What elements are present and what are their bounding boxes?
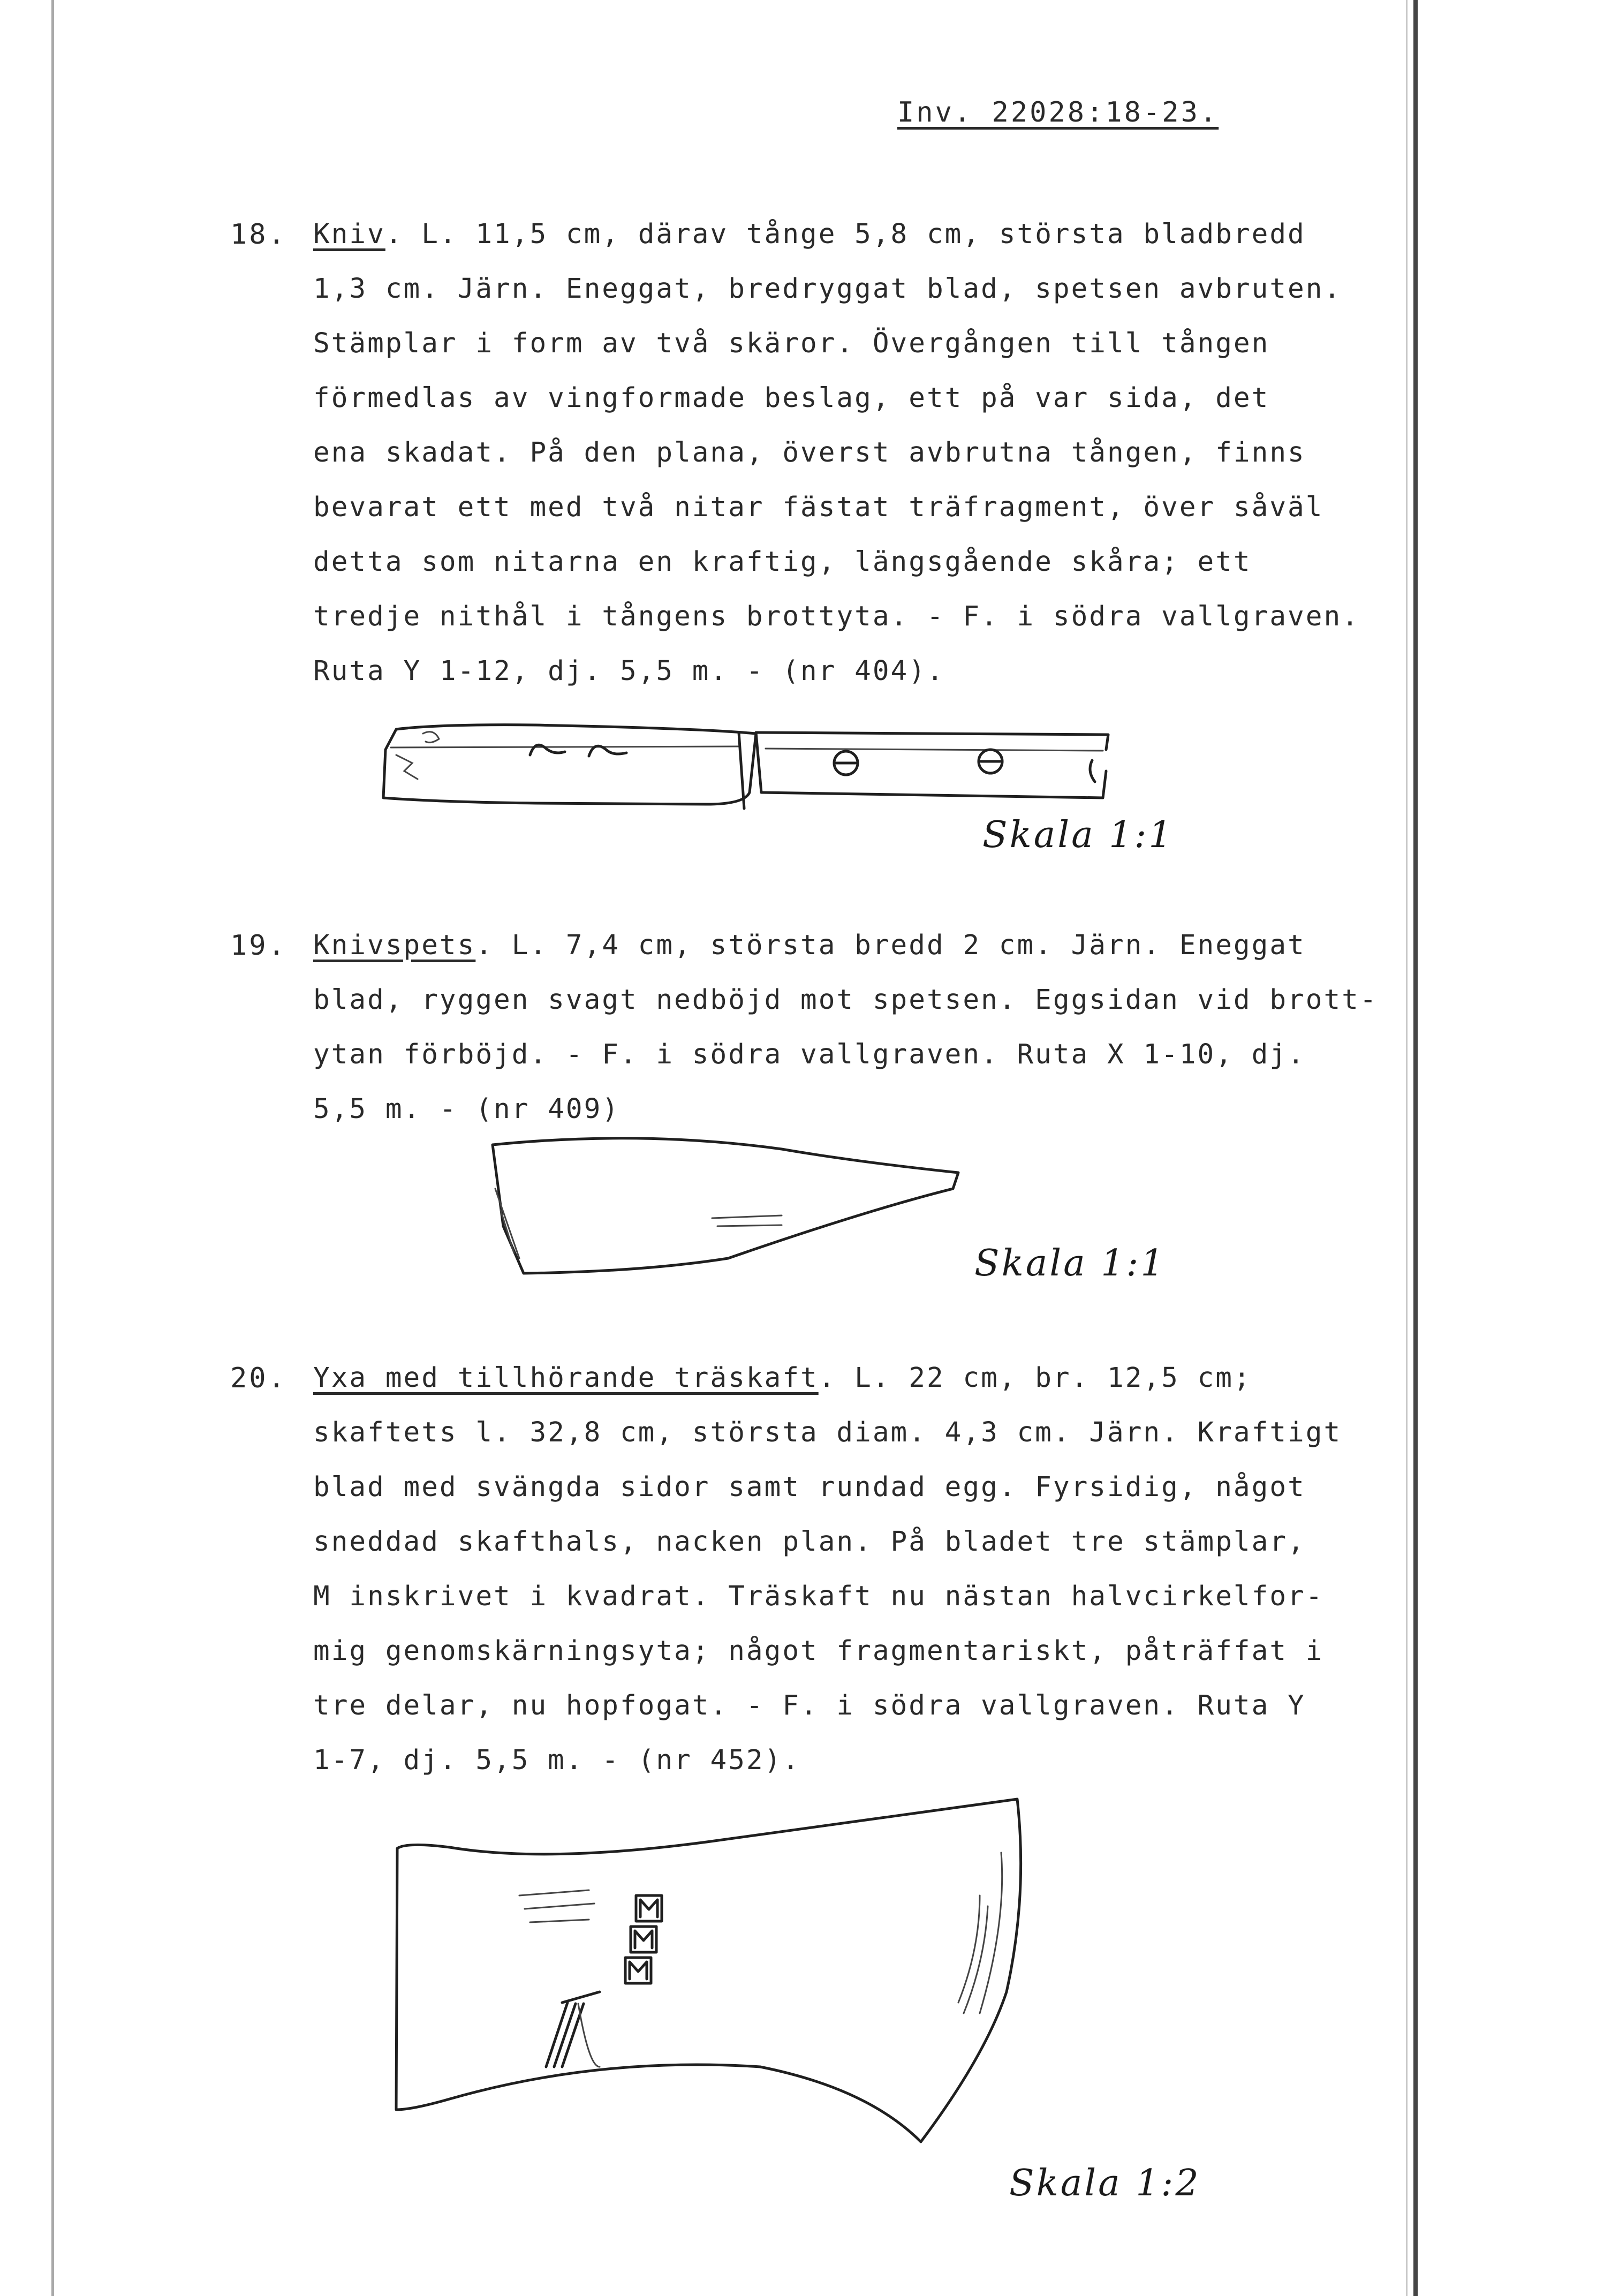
entry-line: tredje nithål i tångens brottyta. - F. i södra vallgraven. [313,601,1360,632]
entry-line: Knivspets. L. 7,4 cm, största bredd 2 cm. Järn. Eneggat [313,930,1306,961]
scale-label: Skala 1:2 [1009,2162,1201,2204]
entry-line: blad, ryggen svagt nedböjd mot spetsen. Eggsidan vid brott- [313,984,1378,1016]
entry-line: 5,5 m. - (nr 409) [313,1093,620,1125]
entry-line: ena skadat. På den plana, överst avbrutna tången, finns [313,437,1306,469]
entry-title: Knivspets [313,930,476,961]
knife-tip-drawing [482,1130,974,1285]
knife-drawing [375,712,1124,819]
entry-line: 1,3 cm. Järn. Eneggat, bredryggat blad, spetsen avbruten. [313,273,1342,305]
entry-line: bevarat ett med två nitar fästat träfragment, över såväl [313,492,1324,523]
entry-line: blad med svängda sidor samt rundad egg. Fyrsidig, något [313,1471,1306,1503]
scale-label: Skala 1:1 [982,814,1174,856]
entry-line: Stämplar i form av två skäror. Övergången till tången [313,328,1270,359]
entry-line: Kniv. L. 11,5 cm, därav tånge 5,8 cm, största bladbredd [313,218,1306,250]
entry-line: Yxa med tillhörande träskaft. L. 22 cm, br. 12,5 cm; [313,1362,1252,1394]
entry-number: 20. [230,1362,287,1394]
entry-line: M inskrivet i kvadrat. Träskaft nu nästan halvcirkelfor- [313,1581,1324,1612]
stamp-icon [625,1958,651,1983]
entry-line: förmedlas av vingformade beslag, ett på var sida, det [313,382,1270,414]
entry-line: tre delar, nu hopfogat. - F. i södra vallgraven. Ruta Y [313,1690,1306,1721]
page-edge-left [51,0,54,2296]
page-edge-shadow [1406,0,1408,2296]
entry-number: 18. [230,218,287,251]
entry-number: 19. [230,930,287,962]
page-edge-right [1413,0,1418,2296]
entry-line: Ruta Y 1-12, dj. 5,5 m. - (nr 404). [313,655,945,687]
stamp-icon [631,1927,656,1952]
scale-label: Skala 1:1 [974,1242,1166,1285]
entry-line: detta som nitarna en kraftig, längsgående skåra; ett [313,546,1252,578]
entry-line: 1-7, dj. 5,5 m. - (nr 452). [313,1744,801,1776]
entry-title: Yxa med tillhörande träskaft [313,1362,819,1394]
entry-line: skaftets l. 32,8 cm, största diam. 4,3 cm. Järn. Kraftigt [313,1417,1342,1448]
entry-line: mig genomskärningsyta; något fragmentariskt, påträffat i [313,1635,1324,1667]
stamp-icon [636,1895,662,1921]
entry-line: ytan förböjd. - F. i södra vallgraven. Ruta X 1-10, dj. [313,1039,1306,1070]
entry-line: sneddad skafthals, nacken plan. På bladet tre stämplar, [313,1526,1306,1558]
axe-drawing [385,1788,1049,2163]
inventory-number: Inv. 22028:18-23. [897,96,1219,129]
entry-title: Kniv [313,218,385,250]
